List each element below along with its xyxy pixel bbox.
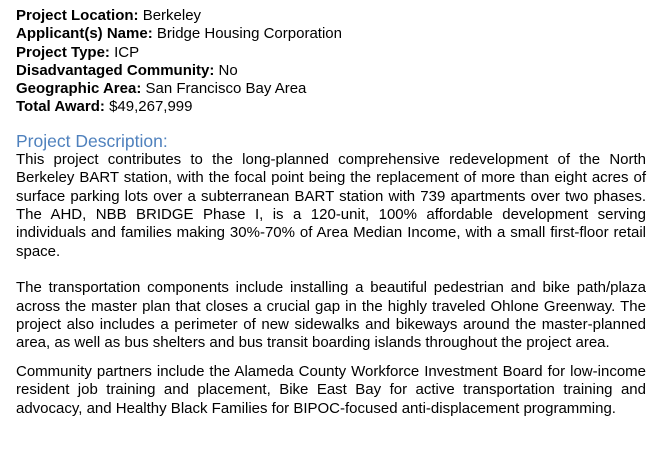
field-value: San Francisco Bay Area [145,80,307,98]
field-project-type [16,44,646,62]
field-label: Geographic Area: [16,80,142,98]
field-value: ICP [114,43,140,61]
field-label: Applicant(s) Name: [16,25,153,43]
field-label: Total Award: [16,98,105,116]
field-geographic-area [16,80,646,98]
field-disadvantaged-community [16,62,646,80]
field-label: Disadvantaged Community: [16,61,215,79]
field-value: $49,267,999 [109,98,193,116]
field-applicant-name [16,25,646,43]
field-label: Project Type: [16,43,110,61]
field-total-award [16,98,646,116]
description-paragraph-1: This project contributes to the long-planned comprehensive redevelopment of the North Berkeley BART station, with the focal point being the replacement of more than eight acres of surface parking lots over a subterranean BART station with 739 apartments over two phases. The AHD, NBB BRIDGE Phase I, is a 120-unit, 100% affordable development serving individuals and families making 30%-70% of Area Median Income, with a small first-floor retail space. [16,150,646,260]
description-paragraph-3: Community partners include the Alameda County Workforce Investment Board for low-income resident job training and placement, Bike East Bay for active transportation training and advocacy, and Healthy Black Families for BIPOC-focused anti-displacement programming. [16,362,646,417]
project-description-heading: Project Description: [16,130,168,151]
field-value: Bridge Housing Corporation [156,25,342,43]
field-value: Berkeley [142,7,202,24]
field-label: Project Location: [16,7,139,24]
description-paragraph-2: The transportation components include installing a beautiful pedestrian and bike path/plaza across the master plan that closes a crucial gap in the highly traveled Ohlone Greenway. The project also includes a perimeter of new sidewalks and bikeways around the master-planned area, as well as bus shelters and bus transit boarding islands throughout the project area. [16,279,646,352]
field-value: No [218,61,238,79]
field-project-location [16,7,646,25]
project-fields [16,7,646,117]
